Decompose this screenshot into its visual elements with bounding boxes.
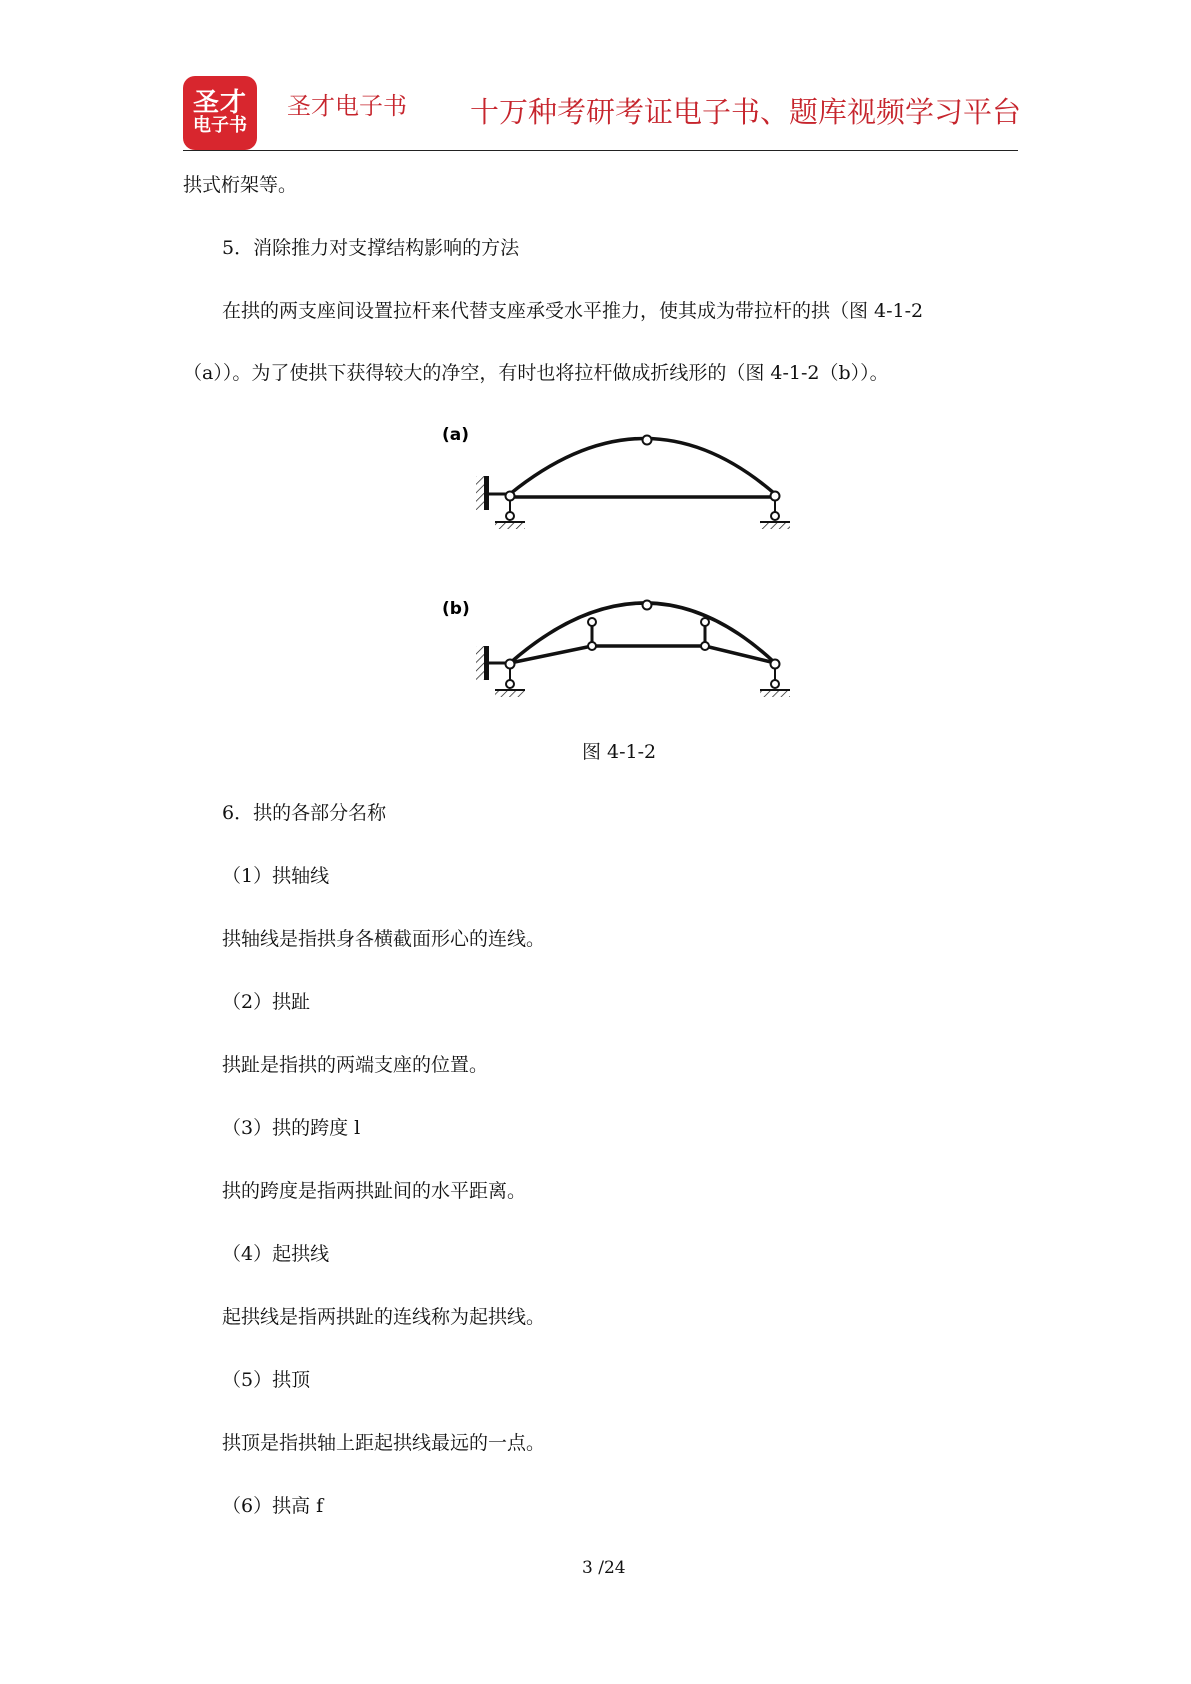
paragraph-line: 拱的跨度是指两拱趾间的水平距离。 [222, 1180, 527, 1202]
subsection-heading: （6）拱高 f [222, 1495, 324, 1517]
subsection-heading: （1）拱轴线 [222, 865, 330, 887]
subsection-heading: （2）拱趾 [222, 991, 311, 1013]
tied-arch-b [476, 601, 790, 698]
subsection-heading: （4）起拱线 [222, 1243, 330, 1265]
figure-label-a: (a) [442, 425, 470, 445]
paragraph-line: 拱轴线是指拱身各横截面形心的连线。 [222, 928, 546, 950]
figure-label-b: (b) [442, 599, 470, 619]
subsection-heading: （3）拱的跨度 l [222, 1117, 361, 1139]
paragraph-line: （a））。为了使拱下获得较大的净空，有时也将拉杆做成折线形的（图 4-1-2（b））。 [183, 362, 889, 384]
page-header [0, 0, 1191, 160]
paragraph-line: 拱顶是指拱轴上距起拱线最远的一点。 [222, 1432, 546, 1454]
logo-text-bottom: 电子书 [193, 115, 247, 137]
paragraph-line: 在拱的两支座间设置拉杆来代替支座承受水平推力，使其成为带拉杆的拱（图 4-1-2 [222, 300, 924, 322]
brand-name: 圣才电子书 [287, 92, 407, 120]
section-heading: 5．消除推力对支撑结构影响的方法 [222, 237, 520, 259]
page-number: 3 /24 [582, 1558, 626, 1578]
header-slogan: 十万种考研考证电子书、题库视频学习平台 [470, 95, 1022, 129]
brand-logo [183, 76, 257, 150]
figure-caption: 图 4-1-2 [582, 741, 657, 763]
logo-text-top: 圣才 [192, 87, 247, 118]
subsection-heading: （5）拱顶 [222, 1369, 311, 1391]
header-divider [183, 150, 1018, 151]
section-heading: 6．拱的各部分名称 [222, 802, 387, 824]
paragraph-line: 起拱线是指两拱趾的连线称为起拱线。 [222, 1306, 546, 1328]
text-line: 拱式桁架等。 [183, 174, 298, 196]
tied-arch-a [476, 436, 790, 530]
paragraph-line: 拱趾是指拱的两端支座的位置。 [222, 1054, 489, 1076]
arch-figure [440, 418, 810, 718]
